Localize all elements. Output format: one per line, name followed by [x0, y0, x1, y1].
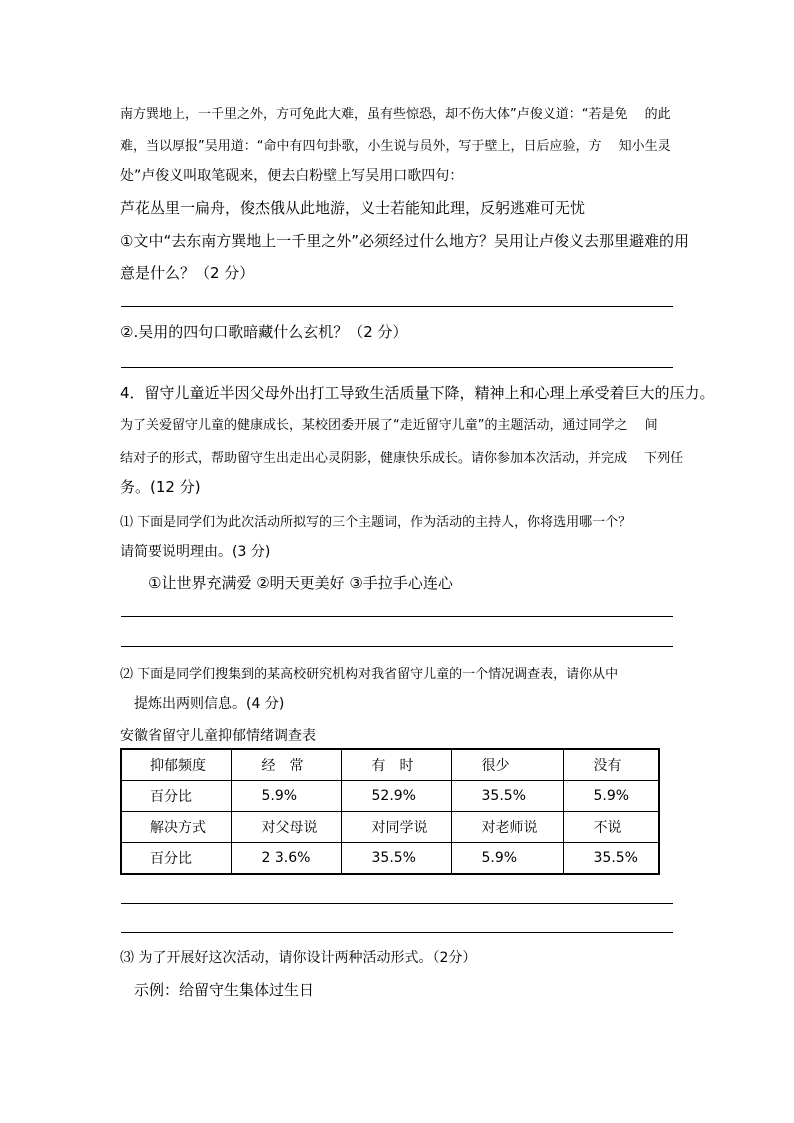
- table-row: [121, 749, 659, 781]
- table-cell: 解决方式: [121, 812, 231, 843]
- table-cell: 很少: [451, 749, 563, 781]
- table-cell: 35.5%: [563, 843, 659, 875]
- table-cell: 百分比: [121, 781, 231, 812]
- table-cell: 经 常: [231, 749, 341, 781]
- q4-part1-options: ①让世界充满爱 ②明天更美好 ③手拉手心连心: [148, 574, 453, 592]
- table-cell: 百分比: [121, 843, 231, 875]
- table-row: [121, 812, 659, 843]
- table-cell: 抑郁频度: [121, 749, 231, 781]
- table-cell: 对同学说: [341, 812, 451, 843]
- q3-sub1-line-a: ①文中“去东南方巽地上一千里之外”必须经过什么地方？吴用让卢俊义去那里避难的用: [120, 232, 689, 250]
- q4-intro-line-d: 务。(12 分): [120, 478, 201, 496]
- passage-line-1: 南方巽地上，一千里之外，方可免此大难，虽有些惊恐，却不伤大体”卢俊义道：“若是免 的此: [120, 107, 671, 122]
- table-title: 安徽省留守儿童抑郁情绪调查表: [120, 728, 316, 744]
- q4-part2-line-a: ⑵ 下面是同学们搜集到的某高校研究机构对我省留守儿童的一个情况调查表，请你从中: [120, 667, 619, 682]
- answer-line: [121, 306, 673, 307]
- passage-line-2: 难，当以厚报”吴用道：“命中有四句卦歌，小生说与员外，写于壁上，日后应验，方 知小生灵: [120, 139, 671, 154]
- table-cell: 不说: [563, 812, 659, 843]
- q4-intro-line-b: 为了关爱留守儿童的健康成长，某校团委开展了“走近留守儿童”的主题活动，通过同学之 间: [120, 418, 658, 433]
- table-row: [121, 781, 659, 812]
- answer-line: [121, 616, 673, 617]
- table-row: [121, 843, 659, 875]
- table-cell: 对老师说: [451, 812, 563, 843]
- answer-line: [121, 932, 673, 933]
- q4-part3: ⑶ 为了开展好这次活动，请你设计两种活动形式。（2分）: [120, 950, 477, 966]
- table-cell: 有 时: [341, 749, 451, 781]
- answer-line: [121, 646, 673, 647]
- q3-sub2: ②.吴用的四句口歌暗藏什么玄机？（2 分）: [120, 323, 408, 341]
- answer-line: [121, 903, 673, 904]
- table-cell: 5.9%: [231, 781, 341, 812]
- table-cell: 52.9%: [341, 781, 451, 812]
- q4-part1-line-b: 请简要说明理由。(3 分): [120, 544, 271, 560]
- q3-sub1-line-b: 意是什么？（2 分）: [120, 264, 255, 282]
- table-cell: 5.9%: [563, 781, 659, 812]
- passage-poem: 芦花丛里一扁舟，俊杰俄从此地游，义士若能知此理，反躬逃难可无忧: [120, 199, 586, 217]
- table-cell: 35.5%: [341, 843, 451, 875]
- q4-part3-example: 示例：给留守生集体过生日: [134, 981, 315, 999]
- table-cell: 2 3.6%: [231, 843, 341, 875]
- passage-line-3: 处”卢俊义叫取笔砚来，便去白粉壁上写吴用口歌四句：: [120, 168, 464, 184]
- table-cell: 没有: [563, 749, 659, 781]
- q4-part2-line-b: 提炼出两则信息。(4 分): [134, 696, 285, 712]
- q4-intro-line-c: 结对子的形式，帮助留守生出走出心灵阴影，健康快乐成长。请你参加本次活动，并完成 下列任: [120, 451, 684, 466]
- q4-part1-line-a: ⑴ 下面是同学们为此次活动所拟写的三个主题词，作为活动的主持人，你将选用哪一个？: [120, 515, 632, 530]
- table-cell: 5.9%: [451, 843, 563, 875]
- survey-table: [120, 748, 660, 875]
- table-cell: 35.5%: [451, 781, 563, 812]
- answer-line: [121, 367, 673, 368]
- table-cell: 对父母说: [231, 812, 341, 843]
- q4-intro-line-a: 4．留守儿童近半因父母外出打工导致生活质量下降，精神上和心理上承受着巨大的压力。: [120, 384, 715, 402]
